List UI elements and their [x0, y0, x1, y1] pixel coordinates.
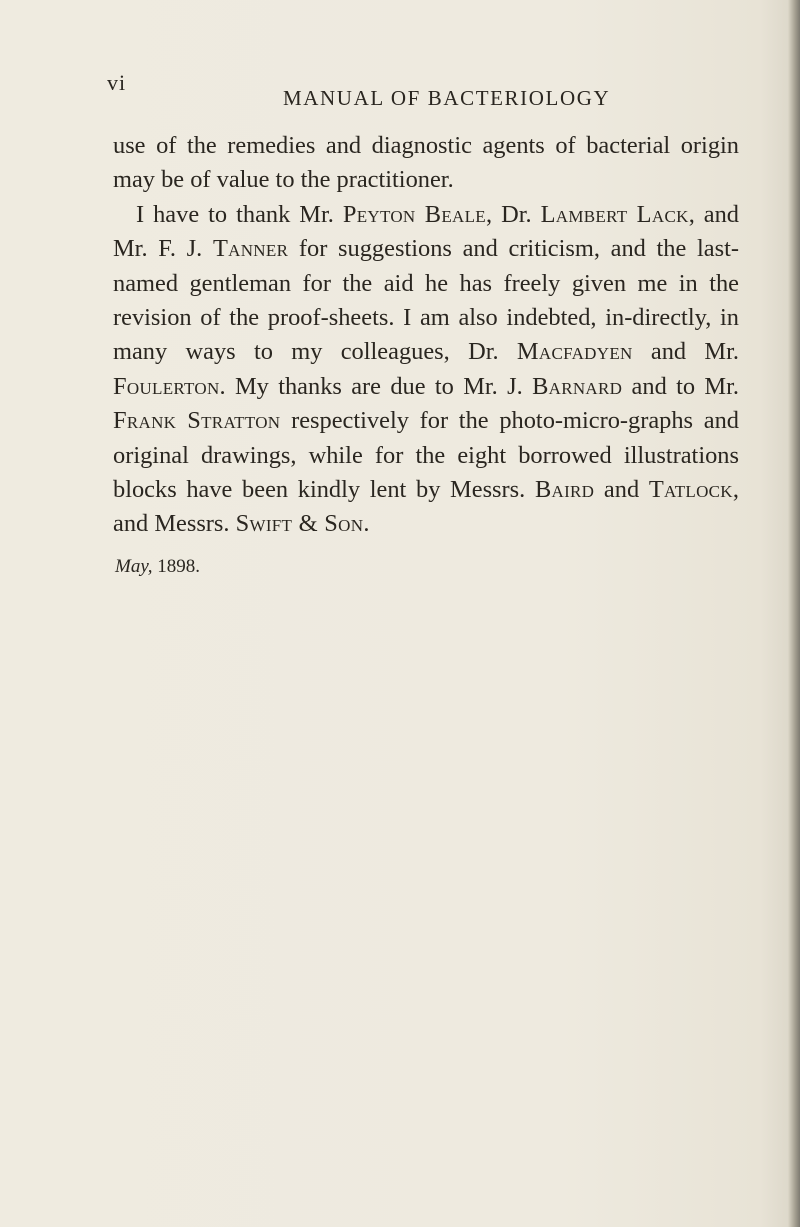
- person-name: Peyton Beale: [342, 200, 486, 228]
- person-name: Foulerton: [113, 372, 220, 400]
- text-run: for suggestions and criticism, and the last-named gentleman for the aid he has freely given me in the revision of the proof-sheets. I am also indebted, in-directly, in many ways to my colleagues, Dr.: [113, 235, 740, 366]
- date-year: 1898.: [152, 556, 200, 577]
- text-run: and: [594, 476, 649, 504]
- running-header: [107, 70, 747, 114]
- person-name: Frank Stratton: [113, 407, 281, 435]
- running-title: MANUAL OF BACTERIOLOGY: [283, 86, 611, 110]
- text-run: .: [363, 510, 370, 538]
- text-run: and to Mr.: [622, 372, 739, 400]
- preface-date: [115, 556, 200, 578]
- company-name: Swift & Son: [235, 510, 364, 538]
- paragraph-acknowledgements: [113, 198, 739, 542]
- company-name: Tatlock: [648, 476, 733, 504]
- text-run: , and Messrs.: [113, 476, 739, 538]
- person-name: Barnard: [532, 372, 623, 400]
- person-name: Lambert Lack: [540, 200, 689, 228]
- text-run: and Mr.: [632, 338, 739, 366]
- page-number: vi: [107, 70, 127, 95]
- paragraph-continuation: use of the remedies and diagnostic agents of bacterial origin may be of value to the practitioner.: [113, 132, 739, 194]
- company-name: Baird: [534, 476, 595, 504]
- text-run: , and Mr. F. J.: [113, 200, 739, 263]
- page-edge-shadow: [788, 0, 800, 1227]
- text-run: I have to thank Mr.: [136, 200, 343, 228]
- text-run: , Dr.: [486, 200, 541, 228]
- text-run: . My thanks are due to Mr. J.: [219, 372, 533, 400]
- preface-body: [113, 129, 739, 542]
- person-name: Tanner: [212, 235, 289, 263]
- date-month: May,: [115, 556, 153, 577]
- text-run: respectively for the photo-micro-graphs and original drawings, while for the eight borrowed illustrations blocks have been kindly lent by Messrs.: [113, 407, 739, 504]
- person-name: Macfadyen: [516, 338, 633, 366]
